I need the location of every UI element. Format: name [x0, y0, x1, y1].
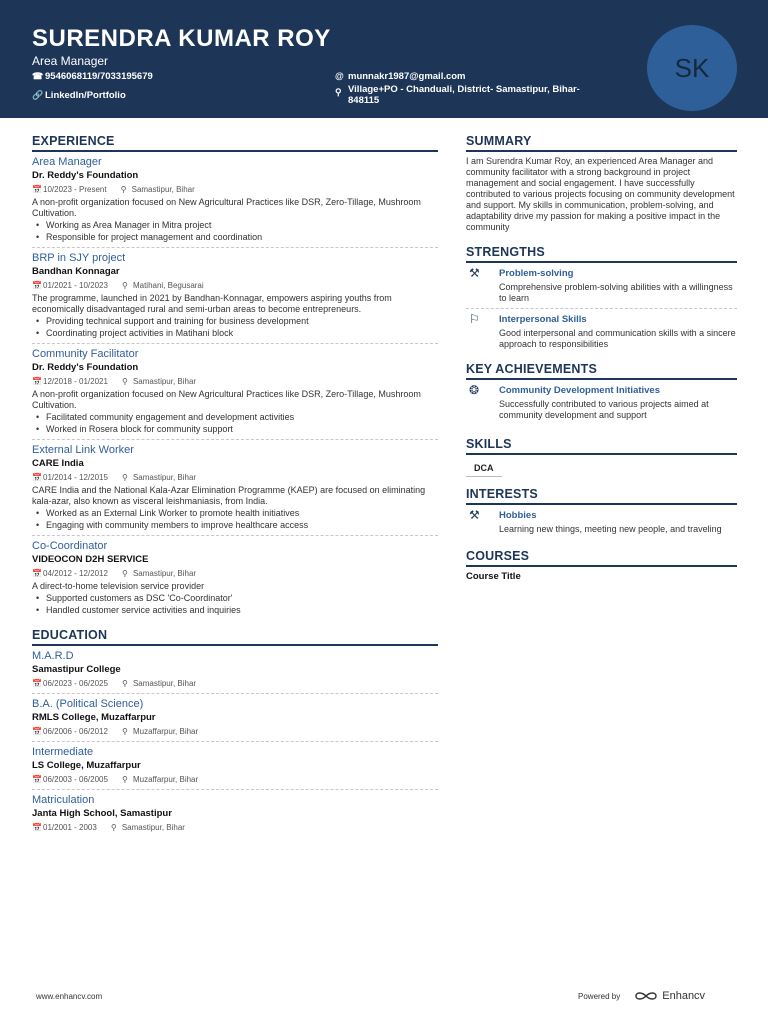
job-title: External Link Worker — [32, 444, 134, 456]
job-bullet: • Worked as an External Link Worker to promote health initiatives — [32, 508, 438, 520]
job-title: Co-Coordinator — [32, 540, 108, 552]
entry-location: Samastipur, Bihar — [121, 823, 185, 832]
section-title: EDUCATION — [32, 628, 438, 646]
school-name: RMLS College, Muzaffarpur — [32, 712, 156, 723]
interests-item — [466, 505, 737, 539]
puzzle-icon: ⚒ — [469, 508, 480, 522]
degree-name: M.A.R.D — [32, 650, 74, 662]
entry-location: Muzaffarpur, Bihar — [132, 727, 199, 736]
entry-dates: 01/2014 - 12/2015 — [43, 473, 108, 482]
phone-icon: ☎ — [32, 71, 44, 81]
entry-location: Matihani, Begusarai — [132, 281, 204, 290]
company-name: Bandhan Konnagar — [32, 266, 120, 277]
courses-section — [466, 549, 737, 583]
entry-dates: 06/2023 - 06/2025 — [43, 679, 108, 688]
job-description: A non-profit organization focused on New Agricultural Practices like DSR, Zero-Tillage, Mushroom Cultivation. — [32, 197, 421, 218]
job-bullets — [32, 220, 438, 243]
address-line-2: 848115 — [348, 95, 380, 106]
entry-location: Samastipur, Bihar — [132, 377, 197, 386]
entry-location: Samastipur, Bihar — [132, 679, 197, 688]
education-entry — [32, 646, 438, 694]
calendar-icon: 📅 — [32, 569, 42, 578]
job-title: Area Manager — [32, 156, 102, 168]
job-bullet: • Supported customers as DSC 'Co-Coordinator' — [32, 593, 438, 605]
location-pin-icon: ⚲ — [120, 185, 127, 194]
experience-entry — [32, 152, 438, 248]
interests-item-desc: Learning new things, meeting new people, and traveling — [499, 524, 722, 534]
school-name: Janta High School, Samastipur — [32, 808, 172, 819]
location-pin-icon: ⚲ — [121, 727, 128, 736]
entry-meta — [32, 726, 438, 737]
skill-tag: DCA — [466, 459, 502, 477]
link-icon: 🔗 — [32, 90, 44, 100]
interests-item-title: Hobbies — [499, 510, 537, 521]
job-bullet: • Responsible for project management and coordination — [32, 232, 438, 244]
achievements-item-title: Community Development Initiatives — [499, 385, 661, 396]
entry-location: Samastipur, Bihar — [132, 473, 197, 482]
entry-dates: 12/2018 - 01/2021 — [43, 377, 108, 386]
company-name: CARE India — [32, 458, 84, 469]
location-pin-icon: ⚲ — [121, 775, 128, 784]
entry-meta — [32, 822, 438, 833]
job-bullets — [32, 316, 438, 339]
company-name: Dr. Reddy's Foundation — [32, 170, 139, 181]
portfolio-link[interactable]: LinkedIn/Portfolio — [45, 90, 126, 101]
job-title: Community Facilitator — [32, 348, 139, 360]
location-pin-icon: ⚲ — [121, 377, 128, 386]
section-title: COURSES — [466, 549, 737, 567]
experience-entry — [32, 536, 438, 620]
entry-meta — [32, 678, 438, 689]
education-entry — [32, 742, 438, 790]
calendar-icon: 📅 — [32, 679, 42, 688]
entry-location: Muzaffarpur, Bihar — [132, 775, 199, 784]
entry-dates: 01/2001 - 2003 — [43, 823, 97, 832]
entry-meta — [32, 376, 438, 387]
strengths-item — [466, 309, 737, 354]
experience-entry — [32, 344, 438, 440]
entry-meta — [32, 280, 438, 291]
entry-meta — [32, 774, 438, 785]
job-description: The programme, launched in 2021 by Bandhan-Konnagar, empowers aspiring youths from economically disadvantaged rural and semi-urban areas to become entrepreneurs. — [32, 293, 392, 314]
lightbulb-icon: ❂ — [469, 383, 480, 397]
strengths-item-body — [499, 313, 737, 350]
achievements-item-body — [499, 384, 737, 421]
degree-name: Matriculation — [32, 794, 95, 806]
job-description: A non-profit organization focused on New Agricultural Practices like DSR, Zero-Tillage, Mushroom Cultivation. — [32, 389, 421, 410]
entry-dates: 10/2023 - Present — [43, 185, 107, 194]
strengths-item — [466, 263, 737, 309]
calendar-icon: 📅 — [32, 185, 42, 194]
flag-icon: ⚐ — [469, 312, 480, 326]
achievements-section — [466, 362, 737, 425]
job-bullet: • Worked in Rosera block for community support — [32, 424, 438, 436]
enhancv-logo[interactable] — [634, 990, 705, 1002]
section-title: SUMMARY — [466, 134, 737, 152]
puzzle-icon: ⚒ — [469, 266, 480, 280]
right-column — [466, 134, 737, 590]
experience-entry — [32, 440, 438, 536]
section-title: SKILLS — [466, 437, 737, 455]
education-section — [32, 628, 438, 837]
achievements-item — [466, 380, 737, 425]
school-name: Samastipur College — [32, 664, 121, 675]
entry-dates: 06/2006 - 06/2012 — [43, 727, 108, 736]
link-line[interactable] — [32, 90, 126, 101]
company-name: VIDEOCON D2H SERVICE — [32, 554, 149, 565]
email-line[interactable] — [335, 71, 466, 82]
entry-meta — [32, 568, 438, 579]
experience-section — [32, 134, 438, 620]
job-bullets — [32, 412, 438, 435]
calendar-icon: 📅 — [32, 473, 42, 482]
entry-meta — [32, 184, 438, 195]
powered-by-label: Powered by — [578, 991, 621, 1001]
location-pin-icon: ⚲ — [335, 87, 342, 97]
phone-number: 9546068119/7033195679 — [45, 71, 153, 82]
section-title: EXPERIENCE — [32, 134, 438, 152]
address-line-1: Village+PO - Chanduali, District- Samastipur, Bihar- — [348, 84, 580, 95]
address-line — [335, 84, 580, 106]
location-pin-icon: ⚲ — [121, 679, 128, 688]
location-pin-icon: ⚲ — [121, 473, 128, 482]
job-bullet: • Coordinating project activities in Matihani block — [32, 328, 438, 340]
section-title: KEY ACHIEVEMENTS — [466, 362, 737, 380]
summary-text: I am Surendra Kumar Roy, an experienced Area Manager and community facilitator with a strong background in project management and social engagement. I have successfully contributed to various projects focusing on community development and support. My skills in communication, problem-solving, and adaptability drive my passion for making a positive impact in the community — [466, 156, 735, 232]
entry-dates: 04/2012 - 12/2012 — [43, 569, 108, 578]
achievements-item-desc: Successfully contributed to various projects aimed at community development and support — [499, 399, 709, 420]
degree-name: B.A. (Political Science) — [32, 698, 144, 710]
interests-section — [466, 487, 737, 539]
strengths-item-title: Interpersonal Skills — [499, 314, 587, 325]
email-address[interactable]: munnakr1987@gmail.com — [348, 71, 466, 82]
calendar-icon: 📅 — [32, 727, 42, 736]
degree-name: Intermediate — [32, 746, 94, 758]
education-entry — [32, 790, 438, 837]
job-bullet: • Handled customer service activities and inquiries — [32, 605, 438, 617]
avatar — [647, 25, 737, 111]
enhancv-brand: Enhancv — [662, 990, 706, 1002]
calendar-icon: 📅 — [32, 281, 42, 290]
calendar-icon: 📅 — [32, 377, 42, 386]
strengths-item-desc: Comprehensive problem-solving abilities with a willingness to learn — [499, 282, 733, 303]
calendar-icon: 📅 — [32, 775, 42, 784]
strengths-item-desc: Good interpersonal and communication skills with a sincere approach to responsibilities — [499, 328, 736, 349]
entry-location: Samastipur, Bihar — [131, 185, 195, 194]
entry-dates: 06/2003 - 06/2005 — [43, 775, 108, 784]
job-description: A direct-to-home television service provider — [32, 581, 205, 591]
entry-location: Samastipur, Bihar — [132, 569, 197, 578]
location-pin-icon: ⚲ — [121, 569, 128, 578]
job-title: BRP in SJY project — [32, 252, 126, 264]
section-title: STRENGTHS — [466, 245, 737, 263]
school-name: LS College, Muzaffarpur — [32, 760, 141, 771]
calendar-icon: 📅 — [32, 823, 42, 832]
phone-line — [32, 71, 153, 82]
company-name: Dr. Reddy's Foundation — [32, 362, 139, 373]
experience-entry — [32, 248, 438, 344]
job-bullet: • Engaging with community members to improve healthcare access — [32, 520, 438, 532]
location-pin-icon: ⚲ — [121, 281, 128, 290]
strengths-item-body — [499, 267, 737, 304]
job-description: CARE India and the National Kala-Azar Elimination Programme (KAEP) are focused on eliminating kala-azar, also known as visceral leishmaniasis, from India. — [32, 485, 426, 506]
job-bullet: • Providing technical support and training for business development — [32, 316, 438, 328]
summary-section — [466, 134, 737, 233]
strengths-section — [466, 245, 737, 354]
course-title: Course Title — [466, 571, 521, 582]
strengths-item-title: Problem-solving — [499, 268, 574, 279]
candidate-role: Area Manager — [32, 54, 109, 68]
job-bullets — [32, 508, 438, 531]
left-column — [32, 134, 438, 844]
footer-powered — [578, 990, 705, 1002]
interests-item-body — [499, 509, 737, 535]
job-bullet: • Facilitated community engagement and development activities — [32, 412, 438, 424]
job-bullets — [32, 593, 438, 616]
location-pin-icon: ⚲ — [110, 823, 117, 832]
job-bullet: • Working as Area Manager in Mitra project — [32, 220, 438, 232]
candidate-name: SURENDRA KUMAR ROY — [32, 25, 331, 52]
resume-header — [0, 0, 768, 118]
avatar-initials: SK — [674, 52, 710, 83]
at-icon: @ — [335, 71, 344, 81]
entry-meta — [32, 472, 438, 483]
education-entry — [32, 694, 438, 742]
enhancv-logo-icon — [634, 990, 658, 1002]
footer-website[interactable]: www.enhancv.com — [36, 992, 103, 1001]
skills-section — [466, 437, 737, 477]
entry-dates: 01/2021 - 10/2023 — [43, 281, 108, 290]
section-title: INTERESTS — [466, 487, 737, 505]
